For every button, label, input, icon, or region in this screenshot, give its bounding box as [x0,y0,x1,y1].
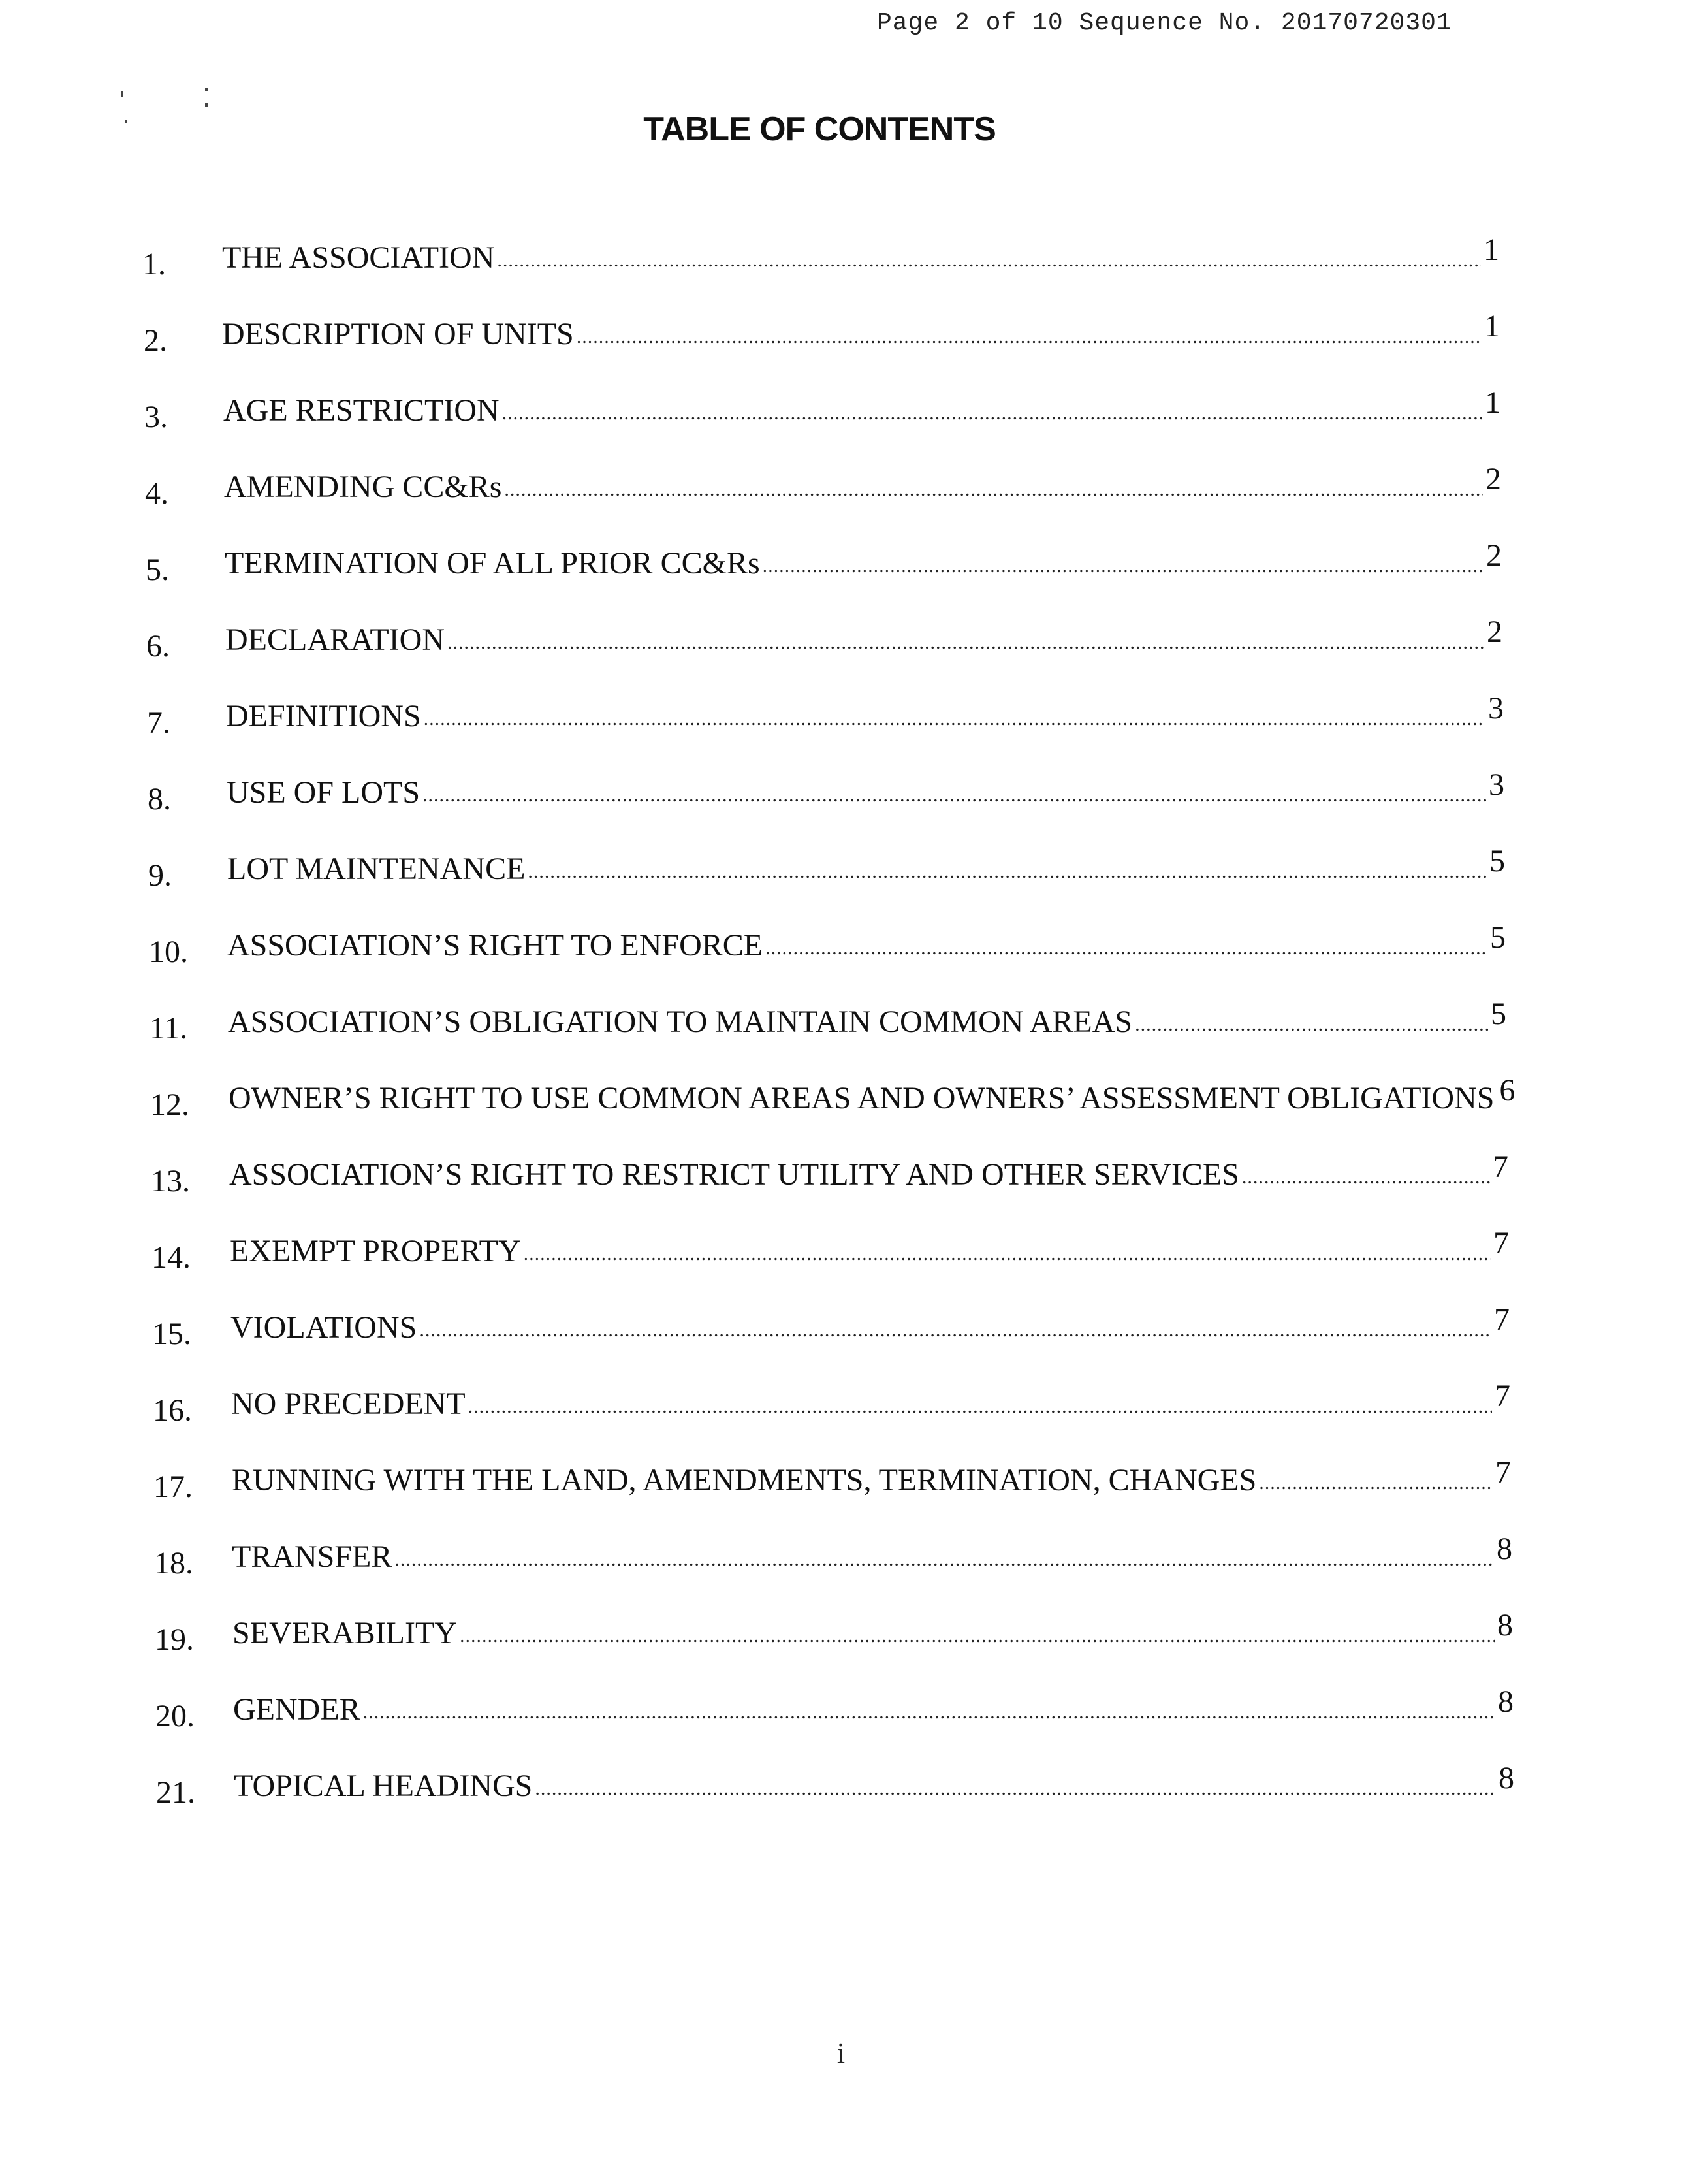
toc-entry [153,1381,1510,1427]
toc-entry-number: 8. [148,782,171,816]
toc-entry-number: 15. [152,1317,191,1351]
dot-leader [1242,1155,1490,1200]
toc-entry-label: TERMINATION OF ALL PRIOR CC&Rs [225,546,760,581]
toc-entry-number: 17. [153,1469,193,1504]
toc-entry-label: ASSOCIATION’S RIGHT TO ENFORCE [227,928,763,963]
toc-entry-number: 16. [153,1393,192,1428]
toc-entry-page: 8 [1499,1761,1514,1795]
toc-entry-label: AMENDING CC&Rs [224,470,502,504]
toc-entry [151,1228,1509,1274]
dot-leader [422,773,1486,818]
dot-leader [424,696,1485,742]
toc-entry [150,999,1506,1045]
toc-entry [148,846,1505,892]
toc-entry-page: 1 [1484,309,1500,344]
toc-entry-page: 2 [1485,462,1501,496]
toc-entry [155,1684,1514,1733]
toc-entry-number: 9. [148,858,172,893]
toc-entry-number: 14. [151,1240,191,1275]
toc-entry-page: 2 [1487,615,1502,649]
toc-entry-page: 7 [1495,1455,1511,1490]
toc-entry-label: DECLARATION [225,622,445,657]
toc-entry-page: 8 [1497,1532,1512,1566]
toc-entry-label: EXEMPT PROPERTY [230,1234,521,1268]
toc-entry-label: DEFINITIONS [226,699,421,733]
toc-entry-label: DESCRIPTION OF UNITS [222,317,574,351]
toc-entry [147,691,1504,740]
dot-leader [419,1308,1491,1353]
toc-entry-label: NO PRECEDENT [231,1387,466,1421]
toc-entry [153,1455,1511,1504]
dot-leader [535,1766,1496,1812]
dot-leader [524,1231,1491,1277]
toc-entry-page: 7 [1494,1302,1510,1337]
toc-entry-page: 3 [1489,767,1504,802]
toc-entry-number: 6. [146,629,170,664]
dot-leader [447,620,1484,666]
toc-entry-label: RUNNING WITH THE LAND, AMENDMENTS, TERMINATION, CHANGES [232,1463,1257,1498]
toc-entry-number: 21. [156,1775,195,1810]
toc-entry-label: USE OF LOTS [227,775,420,810]
dot-leader [765,925,1487,971]
toc-entry-page: 8 [1497,1608,1513,1643]
toc-entry [155,1608,1513,1657]
toc-entry-page: 5 [1490,920,1506,955]
toc-entry [148,767,1504,816]
toc-entry-label: GENDER [233,1692,360,1727]
scan-speck [205,103,208,107]
toc-entry-label: SEVERABILITY [232,1616,457,1650]
dot-leader [504,467,1483,513]
toc-entry-label: AGE RESTRICTION [223,393,500,428]
toc-entry-label: TOPICAL HEADINGS [234,1769,533,1803]
toc-entry-page: 1 [1485,385,1500,420]
toc-entry-label: TRANSFER [232,1539,392,1574]
toc-entry-page: 1 [1484,233,1499,267]
dot-leader [763,543,1484,589]
toc-entry [151,1149,1508,1198]
toc-entry [149,920,1506,969]
toc-entry-number: 2. [144,323,167,358]
toc-entry [150,1073,1515,1122]
toc-entry-page: 7 [1493,1226,1509,1261]
toc-entry [152,1302,1510,1351]
toc-entry-page: 5 [1489,844,1505,878]
toc-entry-page: 3 [1488,691,1504,726]
toc-entry-label: OWNER’S RIGHT TO USE COMMON AREAS AND OWNERS’ ASSESSMENT OBLIGATIONS [229,1081,1495,1116]
toc-entry-number: 12. [150,1087,189,1122]
scan-speck [205,88,208,91]
toc-entry-label: THE ASSOCIATION [222,240,495,275]
toc-entry-label: ASSOCIATION’S RIGHT TO RESTRICT UTILITY AND OTHER SERVICES [229,1157,1239,1192]
toc-entry [156,1763,1514,1809]
toc-entry-number: 11. [150,1011,188,1046]
dot-leader [497,238,1481,283]
toc-entry-label: VIOLATIONS [230,1310,417,1345]
page-sequence-header: Page 2 of 10 Sequence No. 20170720301 [877,9,1452,37]
toc-entry-label: LOT MAINTENANCE [227,852,526,886]
toc-entry [144,385,1500,434]
dot-leader [502,391,1482,436]
toc-entry-page: 7 [1493,1149,1508,1184]
toc-entry-page: 7 [1495,1379,1510,1413]
scan-speck [121,91,123,97]
toc-entry-number: 5. [146,553,169,587]
toc-entry-number: 4. [145,476,168,511]
toc-entry-number: 19. [155,1622,194,1657]
toc-entry-number: 1. [142,247,166,281]
table-of-contents-title: TABLE OF CONTENTS [643,110,996,148]
toc-entry-number: 10. [149,935,188,969]
dot-leader [1135,1002,1488,1048]
dot-leader [468,1384,1492,1430]
toc-entry [154,1534,1512,1580]
toc-entry-page: 6 [1499,1073,1515,1108]
dot-leader [363,1690,1495,1735]
toc-entry-number: 3. [144,400,168,434]
dot-leader [460,1613,1495,1659]
toc-entry-label: ASSOCIATION’S OBLIGATION TO MAINTAIN COMMON AREAS [228,1004,1133,1039]
toc-entry-page: 2 [1486,538,1502,573]
dot-leader [528,849,1487,895]
page-number-footer: i [836,2037,846,2069]
toc-entry-page: 8 [1498,1684,1514,1719]
toc-entry-number: 18. [154,1546,193,1581]
toc-entry [142,235,1499,281]
toc-entry-number: 7. [147,705,170,740]
toc-entry [146,538,1502,587]
toc-entry [146,617,1502,663]
toc-entry [145,464,1501,510]
toc-entry-number: 20. [155,1699,195,1733]
dot-leader [577,314,1482,360]
toc-entry [144,309,1500,358]
toc-entry-page: 5 [1491,997,1506,1031]
dot-leader [1259,1460,1493,1506]
dot-leader [394,1537,1494,1582]
toc-entry-number: 13. [151,1164,190,1198]
